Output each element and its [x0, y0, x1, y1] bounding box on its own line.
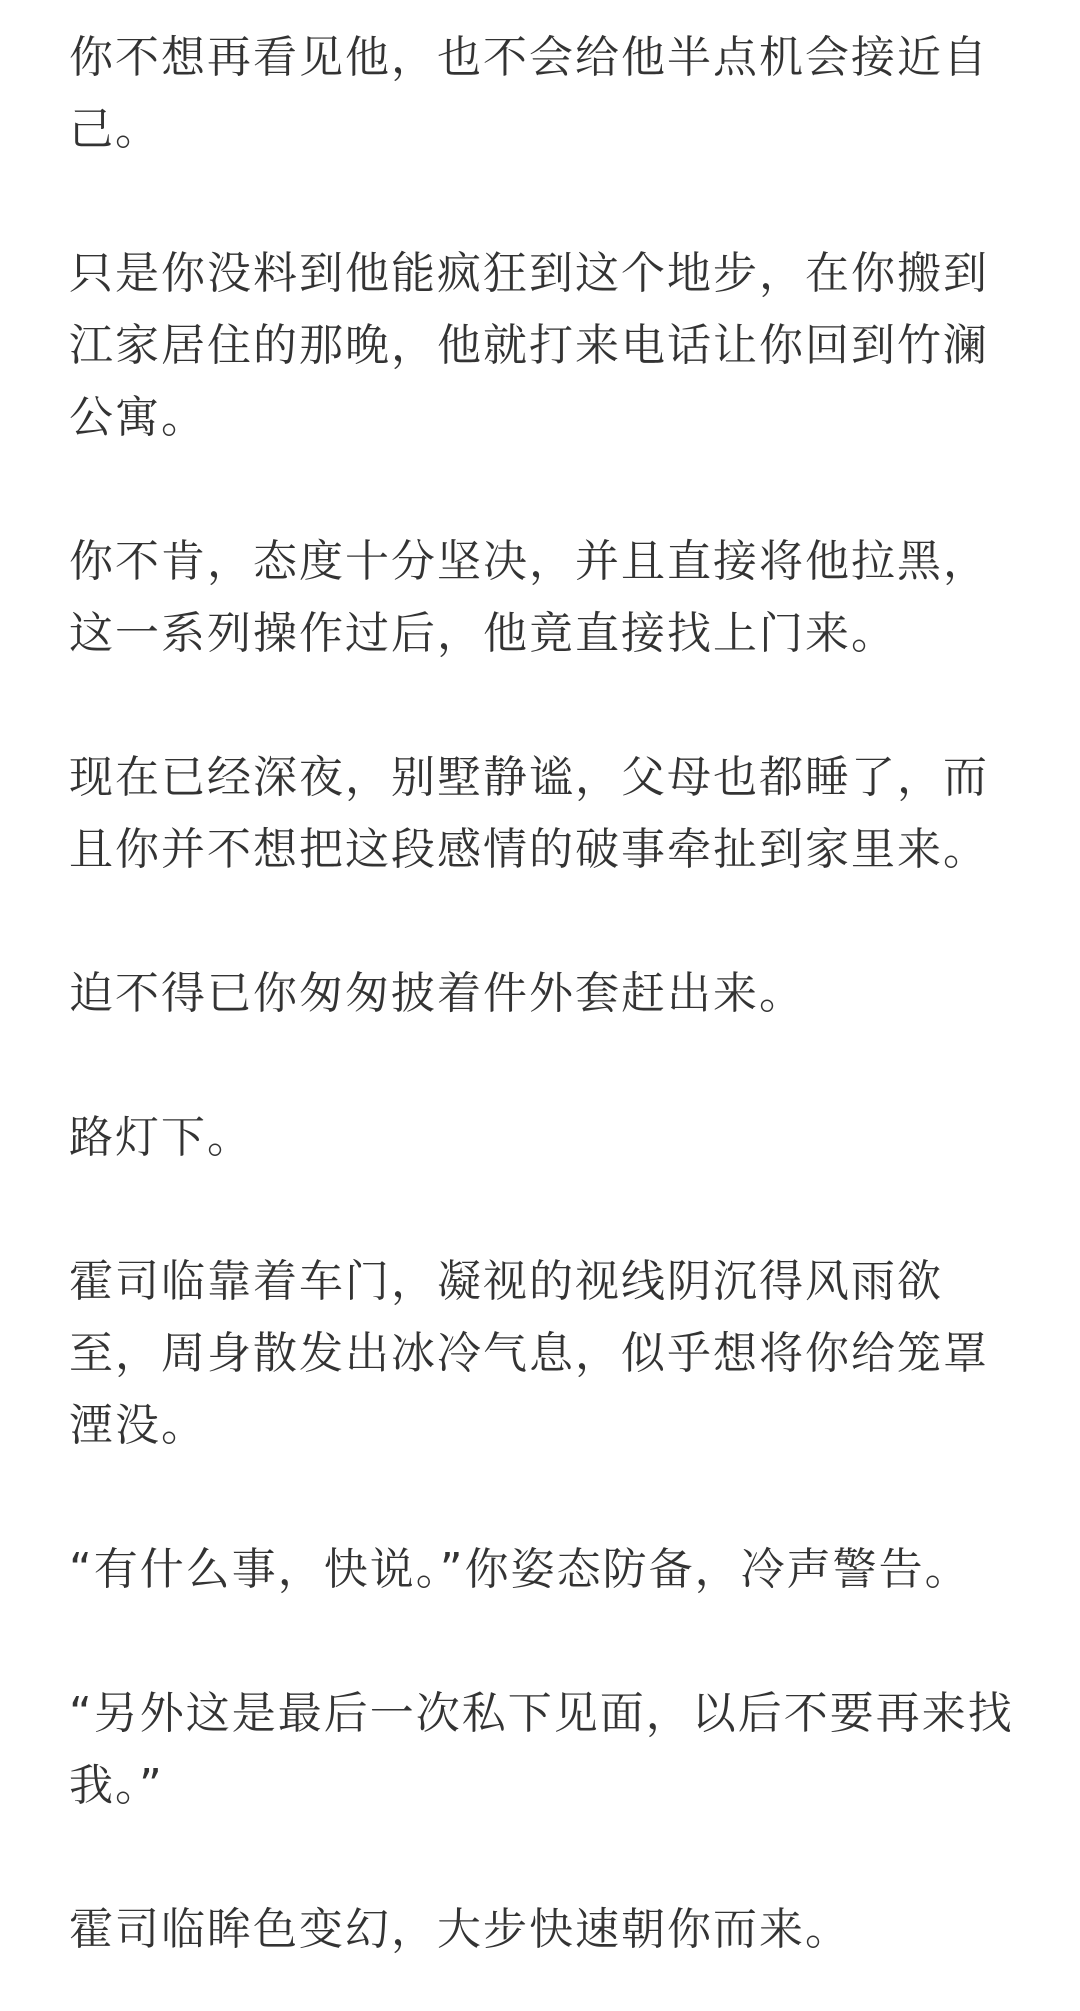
article-body	[69, 22, 1014, 1966]
paragraph: 你不肯，态度十分坚决，并且直接将他拉黑，这一系列操作过后，他竟直接找上门来。	[69, 536, 989, 659]
paragraph: 现在已经深夜，别墅静谧，父母也都睡了，而且你并不想把这段感情的破事牵扯到家里来。	[69, 752, 989, 875]
paragraph: “另外这是最后一次私下见面，以后不要再来找我。”	[69, 1688, 1014, 1811]
paragraph: 迫不得已你匆匆披着件外套赶出来。	[69, 968, 805, 1019]
paragraph: 你不想再看见他，也不会给他半点机会接近自己。	[69, 32, 989, 155]
paragraph: 只是你没料到他能疯狂到这个地步，在你搬到江家居住的那晚，他就打来电话让你回到竹澜公寓。	[69, 248, 989, 443]
paragraph: “有什么事，快说。”你姿态防备，冷声警告。	[69, 1544, 971, 1595]
paragraph: 霍司临眸色变幻，大步快速朝你而来。	[69, 1904, 851, 1955]
paragraph: 路灯下。	[69, 1112, 253, 1163]
paragraph: 霍司临靠着车门，凝视的视线阴沉得风雨欲至，周身散发出冰冷气息，似乎想将你给笼罩湮没。	[69, 1256, 989, 1451]
